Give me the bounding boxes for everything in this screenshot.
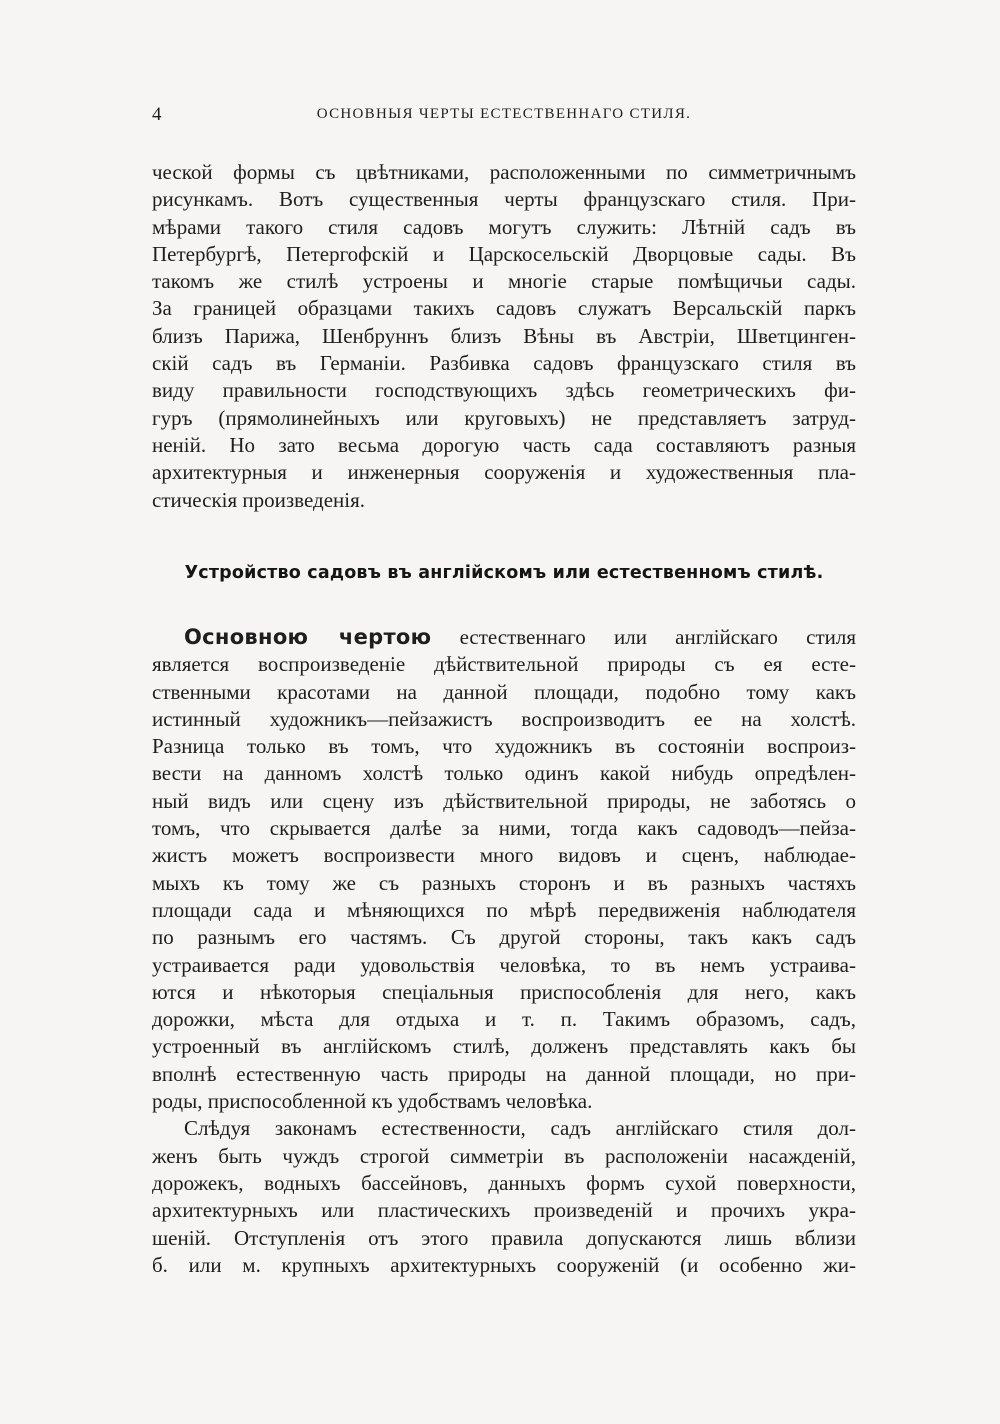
text-line: женъ быть чуждъ строгой симметріи въ расположеніи насажденій, [152, 1143, 856, 1168]
text-line: близъ Парижа, Шенбруннъ близъ Вѣны въ Австріи, Шветцинген- [152, 323, 856, 348]
text-line: является воспроизведеніе дѣйствительной природы съ ея есте- [152, 652, 856, 677]
text-line: площади сада и мѣняющихся по мѣрѣ передвиженія наблюдателя [152, 897, 856, 922]
text-line: мѣрами такого стиля садовъ могутъ служить: Лѣтній садъ въ [152, 214, 856, 239]
text-line: архитектурныя и инженерныя сооруженія и художественныя пла- [152, 460, 856, 485]
text-line: истинный художникъ—пейзажистъ воспроизводитъ ее на холстѣ. [152, 706, 856, 731]
text-line: б. или м. крупныхъ архитектурныхъ сооруженій (и особенно жи- [152, 1252, 856, 1277]
text-line: рисункамъ. Вотъ существенныя черты французскаго стиля. При- [152, 187, 856, 212]
text-line: виду правильности господствующихъ здѣсь геометрическихъ фи- [152, 378, 856, 403]
text-line: Слѣдуя законамъ естественности, садъ англійскаго стиля дол- [184, 1116, 856, 1141]
text-line: архитектурныхъ или пластическихъ произведеній и прочихъ укра- [152, 1198, 856, 1223]
text-line: скій садъ въ Германіи. Разбивка садовъ французскаго стиля въ [152, 351, 856, 376]
text-line: устраивается ради удовольствія человѣка, то въ немъ устраива- [152, 952, 856, 977]
running-title: ОСНОВНЫЯ ЧЕРТЫ ЕСТЕСТВЕННАГО СТИЛЯ. [316, 106, 692, 122]
text-line: неній. Но зато весьма дорогую часть сада составляютъ разныя [152, 432, 856, 457]
page-number: 4 [152, 104, 163, 125]
text-line: стическія произведенія. [152, 487, 366, 512]
text-line: мыхъ къ тому же съ разныхъ сторонъ и въ разныхъ частяхъ [152, 870, 856, 895]
text-line: по разнымъ его частямъ. Съ другой стороны, такъ какъ садъ [152, 925, 856, 950]
paragraph-first-line [152, 624, 856, 651]
text-line: шеній. Отступленія отъ этого правила допускаются лишь вблизи [152, 1225, 856, 1250]
text-line: вполнѣ естественную часть природы на данной площади, но при- [152, 1061, 856, 1086]
text-line: ный видъ или сцену изъ дѣйствительной природы, не заботясь о [152, 788, 856, 813]
section-heading: Устройство садовъ въ англійскомъ или естественномъ стилѣ. [184, 563, 824, 583]
first-line-rest: естественнаго или англійскаго стиля [459, 625, 856, 649]
top-paragraph [152, 159, 856, 514]
text-line: жистъ можетъ воспроизвести много видовъ и сценъ, наблюдае- [152, 843, 856, 868]
text-line: За границей образцами такихъ садовъ служатъ Версальскій паркъ [152, 296, 856, 321]
text-line: дорожки, мѣста для отдыха и т. п. Такимъ образомъ, садъ, [152, 1007, 856, 1032]
text-line: ческой формы съ цвѣтниками, расположенными по симметричнымъ [152, 160, 856, 184]
text-line: ственными красотами на данной площади, подобно тому какъ [152, 679, 856, 704]
text-line: такомъ же стилѣ устроены и многіе старые помѣщичьи сады. [152, 269, 856, 294]
text-line: гуръ (прямолинейныхъ или круговыхъ) не представляетъ затруд- [152, 405, 856, 430]
text-line: ются и нѣкоторыя спеціальныя приспособленія для него, какъ [152, 979, 856, 1004]
text-line: томъ, что скрывается далѣе за ними, тогда какъ садоводъ—пейза- [152, 816, 856, 841]
main-text [152, 624, 856, 1279]
running-head [152, 104, 856, 130]
text-line: Разница только въ томъ, что художникъ въ состояніи воспроиз- [152, 734, 856, 759]
text-line: устроенный въ англійскомъ стилѣ, долженъ представлять какъ бы [152, 1034, 856, 1059]
lead-in-phrase: Основною чертою [184, 625, 432, 649]
text-line: роды, приспособленной къ удобствамъ человѣка. [152, 1089, 593, 1114]
text-line: Петербургѣ, Петергофскій и Царскосельскій Дворцовые сады. Въ [152, 241, 856, 266]
text-line: вести на данномъ холстѣ только одинъ какой нибудь опредѣлен- [152, 761, 856, 786]
text-line: дорожекъ, водныхъ бассейновъ, данныхъ формъ сухой поверхности, [152, 1170, 856, 1195]
